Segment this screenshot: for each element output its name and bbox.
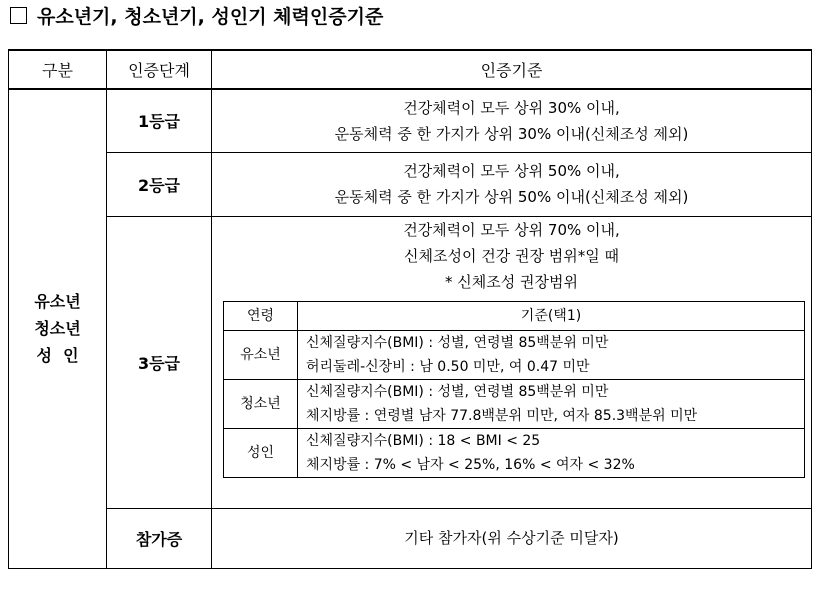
age-cell: 성인 <box>224 428 298 477</box>
criteria-line: 운동체력 중 한 가지가 상위 30% 이내(신체조성 제외) <box>334 124 689 143</box>
grade-criteria <box>212 152 812 216</box>
category-line: 청소년 <box>34 319 81 339</box>
grade-label: 1등급 <box>107 89 212 152</box>
page-title-text: 유소년기, 청소년기, 성인기 체력인증기준 <box>37 6 384 28</box>
grade-criteria <box>212 89 812 152</box>
category-line: 유소년 <box>34 292 81 312</box>
criteria-line: 운동체력 중 한 가지가 상위 50% 이내(신체조성 제외) <box>334 188 689 206</box>
std-line: 신체질량지수(BMI) : 18 < BMI < 25 <box>306 432 541 449</box>
header-level: 인증단계 <box>107 50 212 89</box>
std-line: 체지방률 : 7% < 남자 < 25%, 16% < 여자 < 32% <box>306 456 635 473</box>
std-cell <box>298 330 805 379</box>
category-cell <box>9 89 107 568</box>
age-cell: 청소년 <box>224 379 298 428</box>
sub-header-std: 기준(택1) <box>298 301 805 330</box>
criteria-line: 건강체력이 모두 상위 50% 이내, <box>403 162 620 180</box>
table-header-row <box>9 50 812 89</box>
header-criteria: 인증기준 <box>212 50 812 89</box>
std-cell <box>298 428 805 477</box>
grade-row-2 <box>9 152 812 216</box>
page-title <box>10 3 383 31</box>
std-cell <box>298 379 805 428</box>
checkbox-square-icon <box>10 7 27 24</box>
grade-label: 2등급 <box>107 152 212 216</box>
grade-row-3 <box>9 216 812 508</box>
table-row <box>224 379 805 428</box>
participation-row <box>9 508 812 568</box>
criteria-line: * 신체조성 권장범위 <box>445 272 578 291</box>
participation-label: 참가증 <box>107 508 212 568</box>
std-line: 신체질량지수(BMI) : 성별, 연령별 85백분위 미만 <box>306 383 609 400</box>
criteria-line: 건강체력이 모두 상위 70% 이내, <box>403 220 620 239</box>
certification-table <box>8 49 812 569</box>
std-line: 신체질량지수(BMI) : 성별, 연령별 85백분위 미만 <box>306 334 609 351</box>
participation-text: 기타 참가자(위 수상기준 미달자) <box>212 508 812 568</box>
sub-header-age: 연령 <box>224 301 298 330</box>
criteria-line: 신체조성이 건강 권장 범위*일 때 <box>404 246 619 265</box>
grade-criteria <box>212 216 812 508</box>
grade-label: 3등급 <box>107 216 212 508</box>
std-line: 허리둘레-신장비 : 남 0.50 미만, 여 0.47 미만 <box>306 358 590 375</box>
age-cell: 유소년 <box>224 330 298 379</box>
std-line: 체지방률 : 연령별 남자 77.8백분위 미만, 여자 85.3백분위 미만 <box>306 407 698 424</box>
grade-row-1 <box>9 89 812 152</box>
table-row <box>224 428 805 477</box>
sub-header-row <box>224 301 805 330</box>
category-line: 성 인 <box>36 346 79 366</box>
criteria-line: 건강체력이 모두 상위 30% 이내, <box>403 98 620 117</box>
header-category: 구분 <box>9 50 107 89</box>
table-row <box>224 330 805 379</box>
body-composition-table <box>223 301 805 478</box>
